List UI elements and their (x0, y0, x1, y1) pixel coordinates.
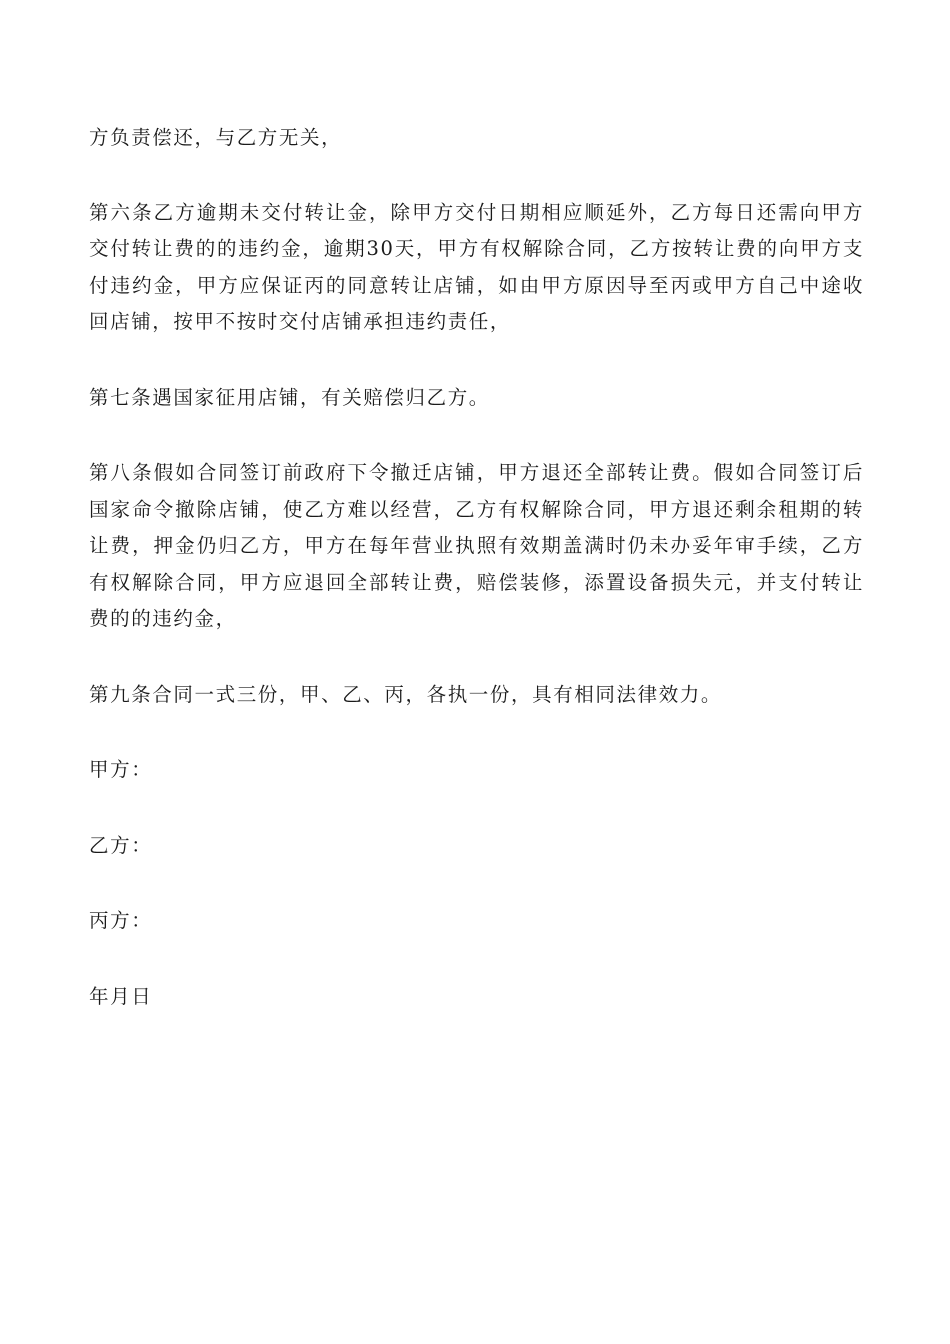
paragraph-article-7: 第七条遇国家征用店铺，有关赔偿归乙方。 (89, 385, 490, 409)
document-page (89, 120, 864, 1015)
signature-party-c: 丙方： (89, 909, 153, 932)
signature-date: 年月日 (89, 984, 153, 1008)
paragraph-article-9: 第九条合同一式三份，甲、乙、丙，各执一份，具有相同法律效力。 (89, 682, 723, 706)
signature-party-b: 乙方： (89, 833, 153, 857)
paragraph-article-6: 第六条乙方逾期未交付转让金，除甲方交付日期相应顺延外，乙方每日还需向甲方交付转让费的的违约金，逾期30天，甲方有权解除合同，乙方按转让费的向甲方支付违约金，甲方应保证丙的同意转让店铺，如由甲方原因导至丙或甲方自己中途收回店铺，按甲不按时交付店铺承担违约责任， (89, 200, 864, 333)
paragraph-continuation: 方负责偿还，与乙方无关， (89, 126, 343, 149)
signature-party-a: 甲方： (89, 758, 153, 781)
paragraph-article-8: 第八条假如合同签订前政府下令撤迁店铺，甲方退还全部转让费。假如合同签订后国家命令撤除店铺，使乙方难以经营，乙方有权解除合同，甲方退还剩余租期的转让费，押金仍归乙方，甲方在每年营业执照有效期盖满时仍未办妥年审手续，乙方有权解除合同，甲方应退回全部转让费，赔偿装修，添置设备损失元，并支付转让费的的违约金， (89, 461, 864, 630)
